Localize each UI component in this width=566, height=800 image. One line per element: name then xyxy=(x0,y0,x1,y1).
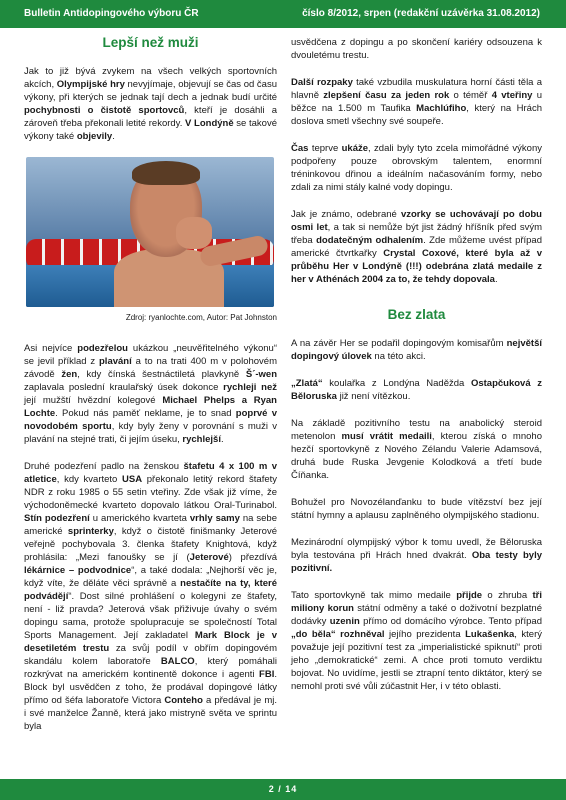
text-run: na sebe americké xyxy=(24,513,277,537)
text-run: zlepšení času za jeden rok xyxy=(323,90,450,101)
text-run: Machlúfiho xyxy=(416,103,467,114)
text-run: o téměř xyxy=(449,90,492,101)
text-run: Bohužel pro Novozélanďanku to bude vítězství bez její státní hymny a aplausu zaplněného olympijského stadionu. xyxy=(291,497,542,521)
text-run: rychleji než xyxy=(223,382,277,393)
text-run: , zdali byly tyto zcela mimořádné výkony podpořeny pouze obrovským talentem, enormní tréninkovou dřinou a ideálním načasováním formy, nebo zdali za nimi stály kalné vody dopingu. xyxy=(291,143,543,193)
paragraph xyxy=(291,76,542,128)
section-title-lepsi-nez-muzi: Lepší než muži xyxy=(102,35,199,50)
text-run: vrhly samy xyxy=(189,513,240,524)
paragraph xyxy=(291,536,542,575)
text-run: nestačíte na ty, které podvádějí xyxy=(24,578,277,602)
text-run: přímo od domácího výrobce. Tento případ xyxy=(359,616,542,627)
text-run: Druhé podezření padlo na ženskou xyxy=(24,461,184,472)
text-run: USA xyxy=(122,474,143,485)
text-run: Tato sportovkyně tak mimo medaile xyxy=(291,590,457,601)
text-run: štafetu 4 x 100 m v atletice xyxy=(24,461,277,485)
text-run: sprinterky xyxy=(67,526,114,537)
text-run: největší dopingový úlovek xyxy=(291,338,542,362)
text-run: její mužští hvězdní kolegové xyxy=(24,395,163,406)
swimmer-hand xyxy=(176,217,212,249)
right-column xyxy=(291,36,542,707)
text-run: . xyxy=(494,274,498,285)
text-run: . xyxy=(220,434,224,445)
text-run: “. Dost silné prohlášení o kolegyni ze štafety, není - liž pravda? Jeterová však přiživuje úvahy o svém dopingu sama, protože spolupracuje se společností Total Sports Management. Její zakladatel xyxy=(24,591,277,641)
text-run: objevily xyxy=(76,131,113,142)
paragraph xyxy=(24,460,277,733)
text-run: státní odměny a také o doživotní bezplatné dodávky xyxy=(291,603,542,627)
text-run: Mark Block je v desetiletém trestu xyxy=(24,630,278,654)
text-run: teprve xyxy=(308,143,342,154)
text-run: tři miliony korun xyxy=(291,590,542,614)
text-run: dodatečným odhalením xyxy=(316,235,424,246)
text-run: koulařka z Londýna Naděžda xyxy=(322,378,471,389)
left-column xyxy=(24,36,277,747)
paragraph xyxy=(291,377,542,403)
paragraph xyxy=(24,342,277,446)
text-run: Conteho xyxy=(164,695,203,706)
text-run: . Zde můžeme uvést případ americké čtvrtkařky xyxy=(291,235,543,259)
text-run: podezřelou xyxy=(77,343,128,354)
text-run: Jak je známo, odebrané xyxy=(291,209,401,220)
paragraph xyxy=(291,589,542,693)
text-run: musí vrátit medaili xyxy=(341,431,432,442)
text-run: 4 vteřiny xyxy=(491,90,533,101)
text-run: již není vítězkou. xyxy=(336,391,411,402)
text-run: usvědčena z dopingu a po skončení kariéry odsouzena k dvouletému trestu. xyxy=(291,37,542,61)
text-run: . Block byl usvědčen z toho, že prodával dopingové látky přímo od šéfa laboratoře Victora xyxy=(24,669,277,706)
swimmer-hair xyxy=(132,161,200,185)
text-run: ukáže xyxy=(341,143,369,154)
text-run: , který považuje její pozitivní test za „imperialistické spiknutí“ proti jeho „demokratické“ zemi. A chce proti tomuto verdiktu bojovat. No uvidíme, jestli se ztrapní tento diktátor, který se nemohl proti své vůli zúčastnit Her, i v této oblasti. xyxy=(291,629,542,692)
text-run: Š´-wen xyxy=(245,369,277,380)
text-run: Asi nejvíce xyxy=(24,343,78,354)
paragraph xyxy=(24,65,277,143)
text-run: Další rozpaky xyxy=(291,77,353,88)
photo-caption: Zdroj: ryanlochte.com, Autor: Pat Johnston xyxy=(125,313,277,322)
text-run: Jak to již bývá zvykem na všech velkých sportovních akcích, xyxy=(24,66,277,90)
text-run: V Londýně xyxy=(185,118,234,129)
text-run: Jeterové xyxy=(189,552,229,563)
text-run: , který pomáhali rozkrývat na americkém kontinentě dokonce i agenti xyxy=(24,656,277,680)
paragraph xyxy=(291,36,542,62)
text-run: , a tak si nemůže být jist žádný hříšník před svým třeba xyxy=(291,222,542,246)
text-run: a předával je mj. i své manželce Žanně, která jako mistryně světa ve sprintu byla xyxy=(24,695,277,732)
text-run: pochybnosti o čistotě sportovců xyxy=(24,105,185,116)
text-run: , kdy čínská šestnáctiletá plavkyně xyxy=(77,369,246,380)
text-run: , který na Hrách doslova smetl všechny své soupeře. xyxy=(291,103,542,127)
text-run: u běžce na 1.500 m Taufika xyxy=(291,90,542,114)
text-run: , kdy kvarteto xyxy=(56,474,123,485)
text-run: “, a také dodala: „Nejhorší věc je, když víte, že děláte věci správně a xyxy=(24,565,277,589)
paragraph xyxy=(291,142,542,194)
text-run: lékárnice – podvodnice xyxy=(24,565,132,576)
text-run: „Zlatá“ xyxy=(291,378,323,389)
text-run: žen xyxy=(61,369,78,380)
text-run: BALCO xyxy=(160,656,195,667)
text-run: Olympijské hry xyxy=(56,79,125,90)
text-run: Stín podezření xyxy=(24,513,90,524)
footer-bar xyxy=(0,779,566,800)
text-run: A na závěr Her se podařil dopingovým komisařům xyxy=(291,338,507,349)
text-run: na této akci. xyxy=(371,351,426,362)
text-run: Čas xyxy=(291,143,309,154)
paragraph xyxy=(291,417,542,482)
text-run: , kterou získá o mnoho hezčí sportovkyně z Nového Zélandu Valerie Adamsová, druhá bude Ruska Jevgenie Kolodková a třetí bude Číňanka. xyxy=(291,431,542,481)
text-run: ukázkou „neuvěřitelného výkonu“ se jevil příklad z xyxy=(24,343,278,367)
paragraph xyxy=(291,208,542,286)
page-number: 2 / 14 xyxy=(268,784,298,794)
text-run: zaplavala poslední kraulařský úsek dokonce xyxy=(24,382,224,393)
text-run: , kdy byly ženy v porovnání s muži v plavání na stejné trati, či jejím úseku, xyxy=(24,421,277,445)
text-run: Lukašenka xyxy=(465,629,515,640)
text-run: Mezinárodní olympijský výbor k tomu uvedl, že Běloruska byla testována při Hrách hned dvakrát. xyxy=(291,537,542,561)
text-run: uzenin xyxy=(329,616,360,627)
issue-info: číslo 8/2012, srpen (redakční uzávěrka 31.08.2012) xyxy=(302,8,540,19)
text-run: nevyjímaje, objevují se čas od času výkony, při kterých se jednak tají dech a jednak budí určité xyxy=(24,79,277,103)
text-run: . xyxy=(112,131,115,142)
text-run: za svůj podíl v obřím dopingovém skandálu kolem laboratoře xyxy=(24,643,278,667)
text-run: o zhruba xyxy=(482,590,533,601)
text-run: . Pokud nás paměť neklame, je to snad xyxy=(55,408,236,419)
text-run: , když o čistotě finišmanky Jeterové veřejně pochybovala 3. členka štafety Knightová, když prohlásila: „Mezi fanoušky se jí ( xyxy=(24,526,277,563)
text-run: FBI xyxy=(259,669,275,680)
text-run: překonalo letitý rekord štafety NDR z roku 1985 o 55 setin vteřiny. Zde však již víme, že východoněmecké kvarteto dopovalo látkou Oral-Turinabol. xyxy=(24,474,278,511)
text-run: Oba testy byly pozitivní. xyxy=(291,550,542,574)
text-run: Michael Phelps a Ryan Lochte xyxy=(24,395,277,419)
text-run: poprvé v novodobém sportu xyxy=(24,408,277,432)
header-bar xyxy=(0,0,566,28)
text-run: Ostapčuková z Běloruska xyxy=(291,378,542,402)
text-run: , kteří je dosáhli a zároveň třeba překonali letité rekordy. xyxy=(24,105,277,129)
text-run: přijde xyxy=(456,590,483,601)
text-run: „do běla“ rozhněval xyxy=(291,629,385,640)
text-run: jejího prezidenta xyxy=(384,629,466,640)
text-run: Crystal Coxové, které byla až v průběhu Her v Londýně (!!!) odebrána zlatá medaile z her v Athénách 2004 za to, že tehdy dopovala xyxy=(291,248,542,285)
text-run: se takové výkony také xyxy=(24,118,277,142)
paragraph xyxy=(291,337,542,363)
section-title-bez-zlata: Bez zlata xyxy=(387,307,446,322)
swimmer-photo xyxy=(26,157,274,307)
text-run: také vzbudila muskulatura horní části těla a hlavně xyxy=(291,77,543,101)
text-run: a to na trati 400 m v polohovém závodě xyxy=(24,356,277,380)
bulletin-title: Bulletin Antidopingového výboru ČR xyxy=(24,8,199,19)
text-run: Na základě pozitivního testu na anabolický steroid metenolon xyxy=(291,418,542,442)
paragraph xyxy=(291,496,542,522)
text-run: plavání xyxy=(99,356,132,367)
text-run: ) přezdívá xyxy=(228,552,277,563)
text-run: rychlejší xyxy=(182,434,221,445)
text-run: vzorky se uchovávají po dobu osmi let xyxy=(291,209,542,233)
text-run: u amerického kvarteta xyxy=(89,513,190,524)
